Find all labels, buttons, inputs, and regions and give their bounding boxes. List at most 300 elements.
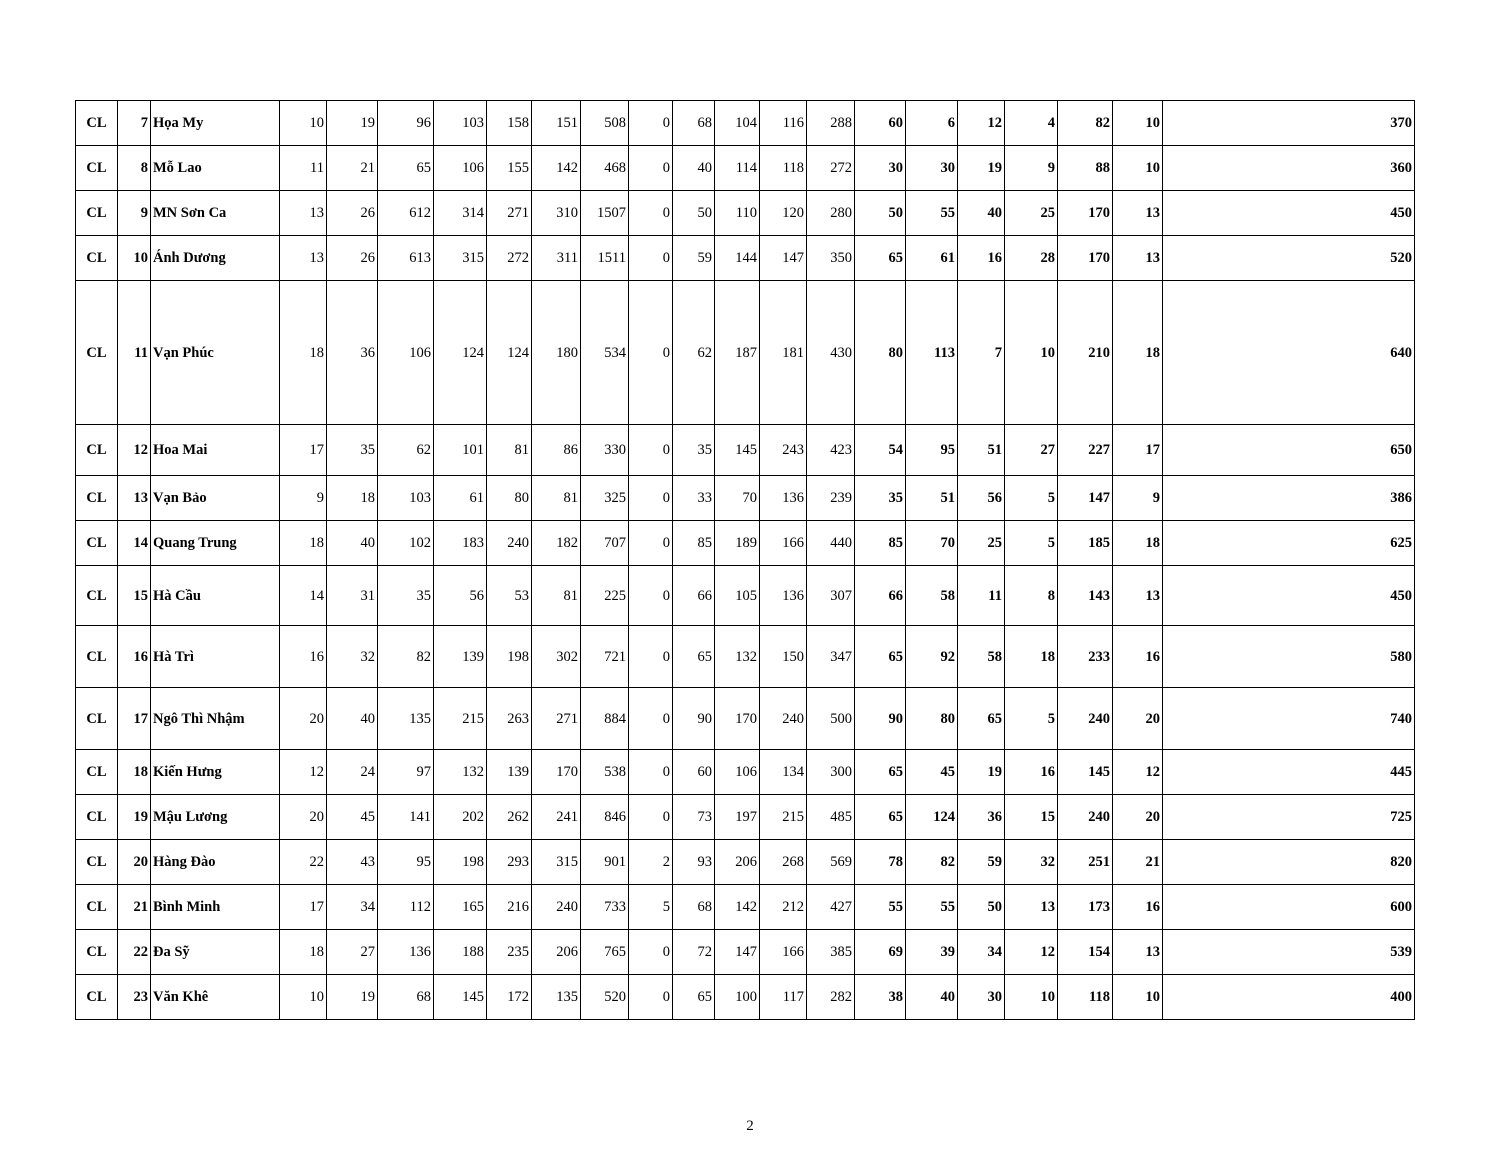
value-cell-c5: 293 [487, 840, 532, 885]
school-name-cell: Vạn Bảo [151, 476, 280, 521]
value-cell-c6: 142 [532, 146, 581, 191]
value-cell-c17: 143 [1058, 566, 1113, 626]
value-cell-c19: 400 [1163, 975, 1415, 1020]
value-cell-c8: 0 [629, 476, 673, 521]
value-cell-c5: 262 [487, 795, 532, 840]
type-cell: CL [76, 688, 118, 750]
value-cell-c4: 202 [434, 795, 487, 840]
value-cell-c5: 80 [487, 476, 532, 521]
value-cell-c11: 181 [760, 281, 807, 425]
value-cell-c8: 0 [629, 101, 673, 146]
value-cell-c7: 1511 [581, 236, 629, 281]
value-cell-c19: 640 [1163, 281, 1415, 425]
value-cell-c16: 8 [1005, 566, 1058, 626]
value-cell-c11: 147 [760, 236, 807, 281]
value-cell-c1: 13 [280, 236, 327, 281]
value-cell-c3: 82 [378, 626, 434, 688]
value-cell-c18: 10 [1113, 101, 1163, 146]
value-cell-c9: 59 [673, 236, 715, 281]
value-cell-c6: 86 [532, 425, 581, 476]
value-cell-c7: 538 [581, 750, 629, 795]
stt-cell: 16 [118, 626, 151, 688]
stt-cell: 14 [118, 521, 151, 566]
value-cell-c6: 81 [532, 476, 581, 521]
table-row [76, 750, 1415, 795]
value-cell-c2: 36 [327, 281, 378, 425]
school-name-cell: Hà Trì [151, 626, 280, 688]
value-cell-c9: 60 [673, 750, 715, 795]
value-cell-c13: 50 [855, 191, 906, 236]
value-cell-c12: 272 [807, 146, 855, 191]
value-cell-c10: 105 [715, 566, 760, 626]
type-cell: CL [76, 101, 118, 146]
value-cell-c4: 61 [434, 476, 487, 521]
value-cell-c1: 17 [280, 425, 327, 476]
value-cell-c8: 0 [629, 425, 673, 476]
value-cell-c5: 81 [487, 425, 532, 476]
value-cell-c7: 733 [581, 885, 629, 930]
value-cell-c3: 68 [378, 975, 434, 1020]
value-cell-c17: 170 [1058, 191, 1113, 236]
value-cell-c18: 18 [1113, 521, 1163, 566]
value-cell-c15: 58 [958, 626, 1005, 688]
value-cell-c2: 31 [327, 566, 378, 626]
value-cell-c18: 13 [1113, 191, 1163, 236]
value-cell-c13: 85 [855, 521, 906, 566]
value-cell-c8: 0 [629, 566, 673, 626]
value-cell-c2: 24 [327, 750, 378, 795]
value-cell-c18: 21 [1113, 840, 1163, 885]
value-cell-c1: 18 [280, 281, 327, 425]
value-cell-c9: 72 [673, 930, 715, 975]
value-cell-c13: 65 [855, 626, 906, 688]
value-cell-c7: 846 [581, 795, 629, 840]
value-cell-c14: 80 [906, 688, 958, 750]
value-cell-c3: 62 [378, 425, 434, 476]
value-cell-c16: 9 [1005, 146, 1058, 191]
stt-cell: 19 [118, 795, 151, 840]
value-cell-c16: 25 [1005, 191, 1058, 236]
value-cell-c19: 725 [1163, 795, 1415, 840]
value-cell-c8: 0 [629, 521, 673, 566]
value-cell-c18: 13 [1113, 566, 1163, 626]
value-cell-c16: 4 [1005, 101, 1058, 146]
school-name-cell: Vạn Phúc [151, 281, 280, 425]
value-cell-c9: 90 [673, 688, 715, 750]
value-cell-c14: 92 [906, 626, 958, 688]
value-cell-c11: 212 [760, 885, 807, 930]
value-cell-c19: 580 [1163, 626, 1415, 688]
value-cell-c2: 21 [327, 146, 378, 191]
value-cell-c14: 82 [906, 840, 958, 885]
value-cell-c5: 172 [487, 975, 532, 1020]
value-cell-c4: 215 [434, 688, 487, 750]
value-cell-c5: 53 [487, 566, 532, 626]
type-cell: CL [76, 281, 118, 425]
value-cell-c15: 36 [958, 795, 1005, 840]
stt-cell: 22 [118, 930, 151, 975]
value-cell-c3: 95 [378, 840, 434, 885]
value-cell-c2: 45 [327, 795, 378, 840]
value-cell-c15: 51 [958, 425, 1005, 476]
stt-cell: 9 [118, 191, 151, 236]
value-cell-c18: 20 [1113, 688, 1163, 750]
value-cell-c18: 20 [1113, 795, 1163, 840]
table-row [76, 146, 1415, 191]
value-cell-c7: 508 [581, 101, 629, 146]
value-cell-c16: 10 [1005, 975, 1058, 1020]
value-cell-c19: 539 [1163, 930, 1415, 975]
school-name-cell: Ánh Dương [151, 236, 280, 281]
value-cell-c11: 166 [760, 930, 807, 975]
value-cell-c17: 240 [1058, 795, 1113, 840]
value-cell-c5: 216 [487, 885, 532, 930]
value-cell-c6: 81 [532, 566, 581, 626]
value-cell-c4: 132 [434, 750, 487, 795]
value-cell-c2: 27 [327, 930, 378, 975]
value-cell-c1: 18 [280, 521, 327, 566]
value-cell-c8: 0 [629, 795, 673, 840]
stt-cell: 20 [118, 840, 151, 885]
stt-cell: 8 [118, 146, 151, 191]
table-row [76, 281, 1415, 425]
value-cell-c16: 28 [1005, 236, 1058, 281]
type-cell: CL [76, 191, 118, 236]
value-cell-c14: 51 [906, 476, 958, 521]
value-cell-c8: 0 [629, 626, 673, 688]
value-cell-c18: 10 [1113, 975, 1163, 1020]
stt-cell: 17 [118, 688, 151, 750]
value-cell-c12: 239 [807, 476, 855, 521]
value-cell-c11: 243 [760, 425, 807, 476]
value-cell-c19: 625 [1163, 521, 1415, 566]
value-cell-c9: 93 [673, 840, 715, 885]
value-cell-c11: 215 [760, 795, 807, 840]
value-cell-c13: 78 [855, 840, 906, 885]
value-cell-c15: 56 [958, 476, 1005, 521]
value-cell-c8: 0 [629, 236, 673, 281]
type-cell: CL [76, 521, 118, 566]
value-cell-c5: 198 [487, 626, 532, 688]
value-cell-c4: 101 [434, 425, 487, 476]
value-cell-c7: 468 [581, 146, 629, 191]
value-cell-c10: 100 [715, 975, 760, 1020]
value-cell-c11: 150 [760, 626, 807, 688]
value-cell-c3: 103 [378, 476, 434, 521]
value-cell-c7: 721 [581, 626, 629, 688]
value-cell-c18: 9 [1113, 476, 1163, 521]
value-cell-c10: 145 [715, 425, 760, 476]
value-cell-c14: 70 [906, 521, 958, 566]
value-cell-c16: 32 [1005, 840, 1058, 885]
value-cell-c17: 251 [1058, 840, 1113, 885]
value-cell-c10: 197 [715, 795, 760, 840]
school-name-cell: Quang Trung [151, 521, 280, 566]
value-cell-c3: 112 [378, 885, 434, 930]
value-cell-c8: 0 [629, 975, 673, 1020]
value-cell-c14: 113 [906, 281, 958, 425]
value-cell-c4: 124 [434, 281, 487, 425]
value-cell-c10: 147 [715, 930, 760, 975]
value-cell-c11: 134 [760, 750, 807, 795]
value-cell-c9: 73 [673, 795, 715, 840]
value-cell-c14: 6 [906, 101, 958, 146]
value-cell-c14: 61 [906, 236, 958, 281]
value-cell-c15: 12 [958, 101, 1005, 146]
value-cell-c17: 82 [1058, 101, 1113, 146]
value-cell-c9: 65 [673, 626, 715, 688]
value-cell-c6: 310 [532, 191, 581, 236]
type-cell: CL [76, 146, 118, 191]
table-row [76, 626, 1415, 688]
value-cell-c7: 884 [581, 688, 629, 750]
type-cell: CL [76, 885, 118, 930]
value-cell-c6: 311 [532, 236, 581, 281]
stt-cell: 15 [118, 566, 151, 626]
value-cell-c12: 427 [807, 885, 855, 930]
value-cell-c4: 145 [434, 975, 487, 1020]
value-cell-c4: 103 [434, 101, 487, 146]
value-cell-c12: 440 [807, 521, 855, 566]
value-cell-c19: 520 [1163, 236, 1415, 281]
value-cell-c7: 1507 [581, 191, 629, 236]
value-cell-c17: 210 [1058, 281, 1113, 425]
value-cell-c19: 370 [1163, 101, 1415, 146]
value-cell-c17: 233 [1058, 626, 1113, 688]
value-cell-c10: 189 [715, 521, 760, 566]
table-row [76, 425, 1415, 476]
value-cell-c12: 307 [807, 566, 855, 626]
value-cell-c2: 40 [327, 688, 378, 750]
value-cell-c2: 35 [327, 425, 378, 476]
value-cell-c16: 5 [1005, 688, 1058, 750]
value-cell-c6: 151 [532, 101, 581, 146]
value-cell-c5: 235 [487, 930, 532, 975]
value-cell-c1: 14 [280, 566, 327, 626]
value-cell-c12: 423 [807, 425, 855, 476]
value-cell-c11: 268 [760, 840, 807, 885]
value-cell-c13: 80 [855, 281, 906, 425]
table-row [76, 521, 1415, 566]
value-cell-c10: 206 [715, 840, 760, 885]
stt-cell: 18 [118, 750, 151, 795]
value-cell-c12: 430 [807, 281, 855, 425]
value-cell-c9: 68 [673, 101, 715, 146]
value-cell-c3: 135 [378, 688, 434, 750]
value-cell-c3: 102 [378, 521, 434, 566]
school-name-cell: Mỗ Lao [151, 146, 280, 191]
value-cell-c3: 35 [378, 566, 434, 626]
school-name-cell: Hoa Mai [151, 425, 280, 476]
type-cell: CL [76, 626, 118, 688]
value-cell-c2: 19 [327, 101, 378, 146]
value-cell-c4: 183 [434, 521, 487, 566]
stt-cell: 23 [118, 975, 151, 1020]
value-cell-c11: 118 [760, 146, 807, 191]
value-cell-c16: 5 [1005, 521, 1058, 566]
value-cell-c19: 445 [1163, 750, 1415, 795]
value-cell-c16: 10 [1005, 281, 1058, 425]
value-cell-c11: 240 [760, 688, 807, 750]
value-cell-c10: 142 [715, 885, 760, 930]
value-cell-c17: 185 [1058, 521, 1113, 566]
value-cell-c3: 96 [378, 101, 434, 146]
value-cell-c14: 40 [906, 975, 958, 1020]
value-cell-c6: 240 [532, 885, 581, 930]
value-cell-c8: 0 [629, 750, 673, 795]
value-cell-c13: 35 [855, 476, 906, 521]
value-cell-c8: 0 [629, 281, 673, 425]
table-row [76, 795, 1415, 840]
value-cell-c3: 141 [378, 795, 434, 840]
value-cell-c7: 330 [581, 425, 629, 476]
value-cell-c15: 19 [958, 750, 1005, 795]
value-cell-c12: 569 [807, 840, 855, 885]
value-cell-c19: 600 [1163, 885, 1415, 930]
value-cell-c9: 85 [673, 521, 715, 566]
value-cell-c18: 18 [1113, 281, 1163, 425]
value-cell-c5: 124 [487, 281, 532, 425]
value-cell-c15: 40 [958, 191, 1005, 236]
value-cell-c5: 263 [487, 688, 532, 750]
value-cell-c14: 55 [906, 885, 958, 930]
type-cell: CL [76, 840, 118, 885]
value-cell-c15: 16 [958, 236, 1005, 281]
value-cell-c19: 650 [1163, 425, 1415, 476]
value-cell-c1: 10 [280, 101, 327, 146]
value-cell-c17: 147 [1058, 476, 1113, 521]
value-cell-c5: 272 [487, 236, 532, 281]
value-cell-c19: 360 [1163, 146, 1415, 191]
value-cell-c16: 16 [1005, 750, 1058, 795]
value-cell-c16: 18 [1005, 626, 1058, 688]
value-cell-c12: 500 [807, 688, 855, 750]
table-row [76, 236, 1415, 281]
value-cell-c6: 180 [532, 281, 581, 425]
value-cell-c2: 40 [327, 521, 378, 566]
value-cell-c17: 154 [1058, 930, 1113, 975]
value-cell-c17: 88 [1058, 146, 1113, 191]
school-name-cell: Đa Sỹ [151, 930, 280, 975]
value-cell-c11: 116 [760, 101, 807, 146]
value-cell-c19: 740 [1163, 688, 1415, 750]
value-cell-c18: 13 [1113, 236, 1163, 281]
value-cell-c10: 132 [715, 626, 760, 688]
value-cell-c6: 135 [532, 975, 581, 1020]
value-cell-c7: 707 [581, 521, 629, 566]
type-cell: CL [76, 930, 118, 975]
value-cell-c14: 30 [906, 146, 958, 191]
value-cell-c13: 38 [855, 975, 906, 1020]
school-name-cell: Kiến Hưng [151, 750, 280, 795]
value-cell-c9: 66 [673, 566, 715, 626]
value-cell-c3: 136 [378, 930, 434, 975]
value-cell-c10: 106 [715, 750, 760, 795]
value-cell-c12: 280 [807, 191, 855, 236]
value-cell-c4: 314 [434, 191, 487, 236]
school-name-cell: MN Sơn Ca [151, 191, 280, 236]
value-cell-c13: 60 [855, 101, 906, 146]
value-cell-c5: 158 [487, 101, 532, 146]
value-cell-c4: 188 [434, 930, 487, 975]
value-cell-c2: 26 [327, 236, 378, 281]
school-enrollment-table [75, 100, 1415, 1020]
value-cell-c1: 20 [280, 688, 327, 750]
value-cell-c15: 34 [958, 930, 1005, 975]
table-row [76, 885, 1415, 930]
value-cell-c11: 166 [760, 521, 807, 566]
school-name-cell: Bình Minh [151, 885, 280, 930]
value-cell-c9: 50 [673, 191, 715, 236]
value-cell-c6: 302 [532, 626, 581, 688]
value-cell-c8: 0 [629, 688, 673, 750]
value-cell-c9: 35 [673, 425, 715, 476]
school-name-cell: Hà Cầu [151, 566, 280, 626]
value-cell-c6: 182 [532, 521, 581, 566]
value-cell-c3: 97 [378, 750, 434, 795]
value-cell-c3: 612 [378, 191, 434, 236]
value-cell-c12: 282 [807, 975, 855, 1020]
value-cell-c4: 315 [434, 236, 487, 281]
value-cell-c9: 40 [673, 146, 715, 191]
value-cell-c14: 124 [906, 795, 958, 840]
stt-cell: 10 [118, 236, 151, 281]
value-cell-c13: 55 [855, 885, 906, 930]
value-cell-c9: 33 [673, 476, 715, 521]
type-cell: CL [76, 425, 118, 476]
value-cell-c1: 12 [280, 750, 327, 795]
table-row [76, 688, 1415, 750]
value-cell-c9: 68 [673, 885, 715, 930]
value-cell-c8: 0 [629, 191, 673, 236]
value-cell-c18: 16 [1113, 885, 1163, 930]
table-row [76, 101, 1415, 146]
value-cell-c13: 66 [855, 566, 906, 626]
value-cell-c7: 534 [581, 281, 629, 425]
value-cell-c18: 17 [1113, 425, 1163, 476]
value-cell-c15: 11 [958, 566, 1005, 626]
value-cell-c13: 69 [855, 930, 906, 975]
page-number: 2 [746, 1118, 754, 1134]
value-cell-c16: 15 [1005, 795, 1058, 840]
value-cell-c7: 225 [581, 566, 629, 626]
value-cell-c1: 13 [280, 191, 327, 236]
value-cell-c8: 0 [629, 930, 673, 975]
value-cell-c2: 26 [327, 191, 378, 236]
value-cell-c9: 65 [673, 975, 715, 1020]
value-cell-c6: 170 [532, 750, 581, 795]
value-cell-c18: 13 [1113, 930, 1163, 975]
value-cell-c1: 11 [280, 146, 327, 191]
value-cell-c17: 145 [1058, 750, 1113, 795]
school-name-cell: Mậu Lương [151, 795, 280, 840]
value-cell-c15: 30 [958, 975, 1005, 1020]
value-cell-c14: 39 [906, 930, 958, 975]
stt-cell: 12 [118, 425, 151, 476]
value-cell-c8: 2 [629, 840, 673, 885]
value-cell-c15: 65 [958, 688, 1005, 750]
stt-cell: 13 [118, 476, 151, 521]
value-cell-c5: 139 [487, 750, 532, 795]
type-cell: CL [76, 975, 118, 1020]
school-name-cell: Ngô Thì Nhậm [151, 688, 280, 750]
value-cell-c1: 16 [280, 626, 327, 688]
stt-cell: 11 [118, 281, 151, 425]
value-cell-c2: 19 [327, 975, 378, 1020]
value-cell-c10: 70 [715, 476, 760, 521]
value-cell-c1: 18 [280, 930, 327, 975]
value-cell-c13: 65 [855, 795, 906, 840]
